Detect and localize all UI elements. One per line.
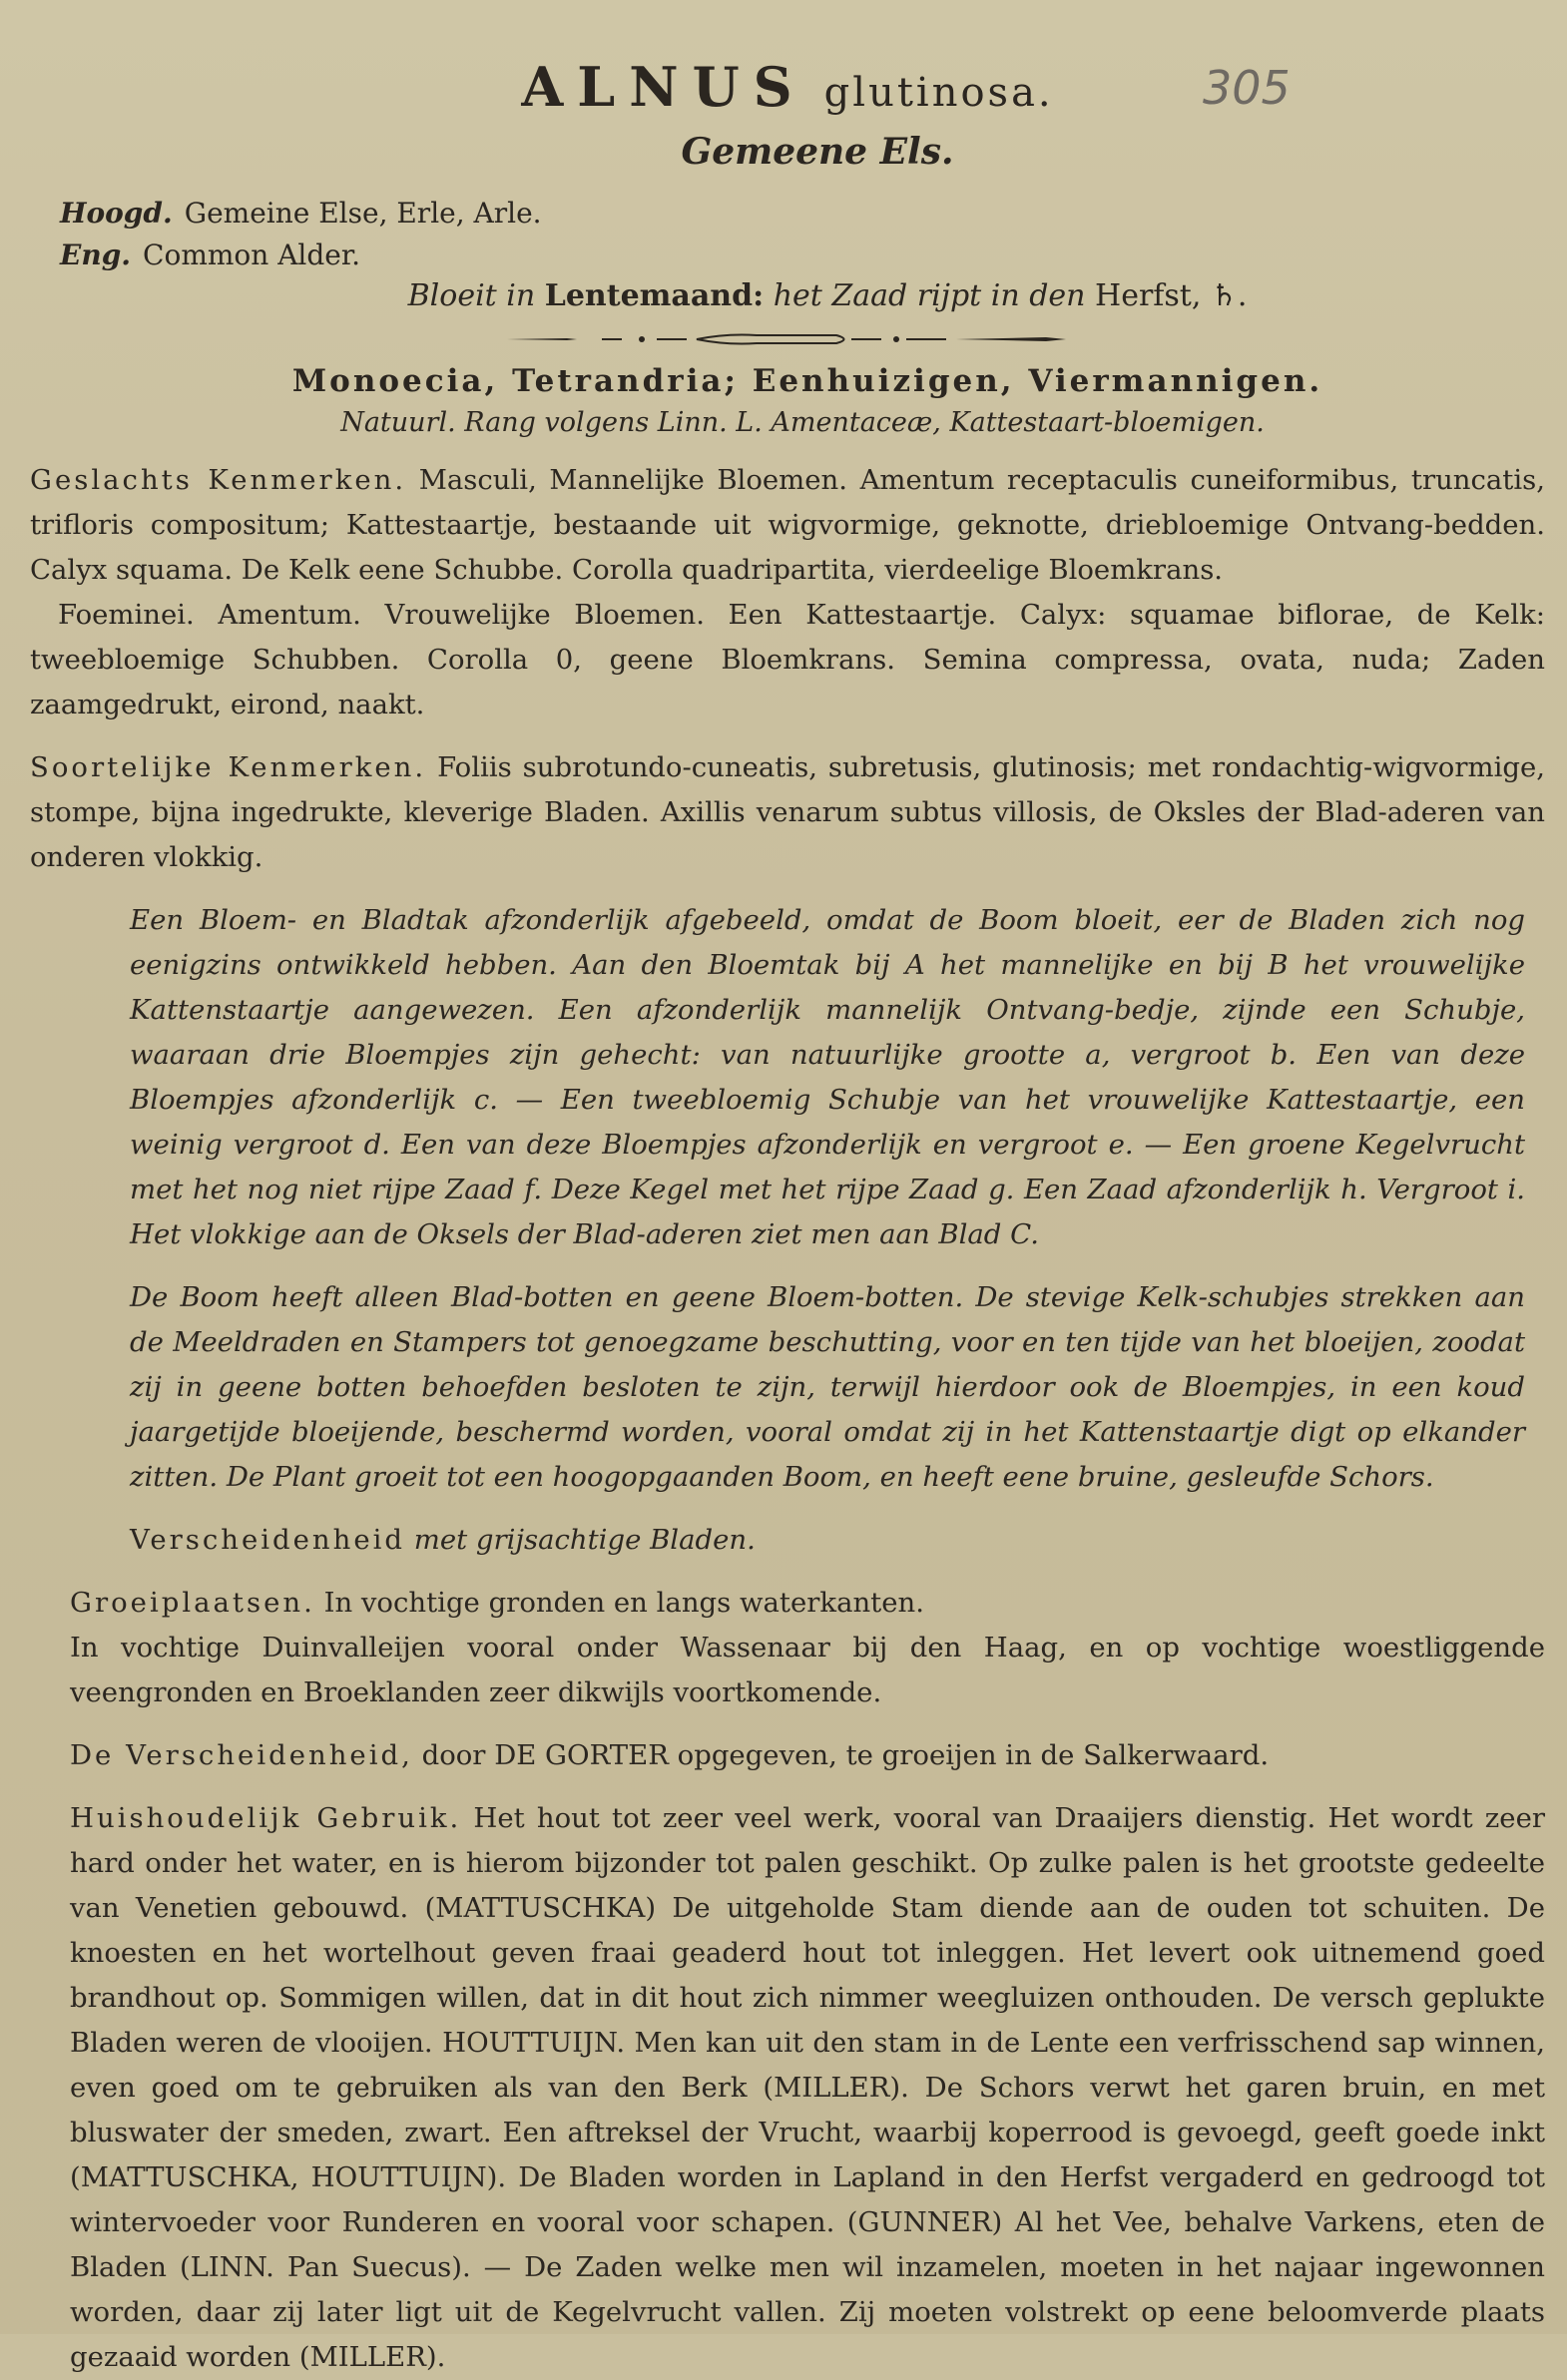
- name-text: Gemeine Else, Erle, Arle.: [184, 197, 542, 230]
- species-heading: Soortelijke Kenmerken.: [30, 751, 427, 783]
- variety2-heading: De Verscheidenheid,: [70, 1739, 413, 1771]
- variety-location: [70, 1733, 1545, 1778]
- habitat-text-2: In vochtige Duinvalleijen vooral onder Wassenaar bij den Haag, en op vochtige woestliggende veengronden en Broeklanden zeer dikwijls voortkomende.: [70, 1632, 1545, 1708]
- description: De Boom heeft alleen Blad-botten en geene Bloem-botten. De stevige Kelk-schubjes strekken aan de Meeldraden en Stampers tot genoegzame beschutting, voor en ten tijde van het bloeijen, zoodat zij in geene botten behoefden besloten te zijn, terwijl hierdoor ook de Bloempjes, in een koud jaargetijde bloeijende, beschermd worden, vooral omdat zij in het Kattenstaartje digt op elkander zitten. De Plant groeit tot een hoogopgaanden Boom, en heeft eene bruine, gesleufde Schors.: [130, 1281, 1525, 1493]
- figure-note-block: [130, 898, 1525, 1500]
- habitat-heading: Groeiplaatsen.: [70, 1587, 315, 1619]
- title-genus: ALNUS: [521, 55, 806, 119]
- catalog-number: 305: [1203, 61, 1291, 115]
- figure-note: Een Bloem- en Bladtak afzonderlijk afgebeeld, omdat de Boom bloeit, eer de Bladen zich nog eenigzins ontwikkeld hebben. Aan den Bloemtak bij A het mannelijke en bij B het vrouwelijke Kattenstaartje aangewezen. Een afzonderlijk mannelijk Ontvang-bedje, zijnde een Schubje, waaraan drie Bloempjes zijn gehecht: van natuurlijke grootte a, vergroot b. Een van deze Bloempjes afzonderlijk c. — Een tweebloemig Schubje van het vrouwelijke Kattestaartje, een weinig vergroot d. Een van deze Bloempjes afzonderlijk en vergroot e. — Een groene Kegelvrucht met het nog niet rijpe Zaad f. Deze Kegel met het rijpe Zaad g. Een Zaad afzonderlijk h. Vergroot i. Het vlokkige aan de Oksels der Blad-aderen ziet men aan Blad C.: [130, 904, 1525, 1250]
- uses-text: Het hout tot zeer veel werk, vooral van Draaijers dienstig. Het wordt zeer hard onder het water, en is hierom bijzonder tot palen geschikt. Op zulke palen is het grootste gedeelte van Venetien gebouwd. (MATTUSCHKA) De uitgeholde Stam diende aan de ouden tot schuiten. De knoesten en het wortelhout geven fraai geaderd hout tot inleggen. Het levert ook uitnemend goed brandhout op. Sommigen willen, dat in dit hout zich nimmer weegluizen onthouden. De versch geplukte Bladen weren de vlooijen. HOUTTUIJN. Men kan uit den stam in de Lente een verfrisschend sap winnen, even goed om te gebruiken als van den Berk (MILLER). De Schors verwt het garen bruin, en met bluswater der smeden, zwart. Een aftreksel der Vrucht, waarbij koperrood is gevoegd, geeft goede inkt (MATTUSCHKA, HOUTTUIJN). De Bladen worden in Lapland in den Herfst vergaderd en gedroogd tot wintervoeder voor Runderen en vooral voor schapen. (GUNNER) Al het Vee, behalve Varkens, eten de Bladen (LINN. Pan Suecus). — De Zaden welke men wil inzamelen, moeten in het najaar ingewonnen worden, daar zij later ligt uit de Kegelvrucht vallen. Zij moeten volstrekt op eene beloomverde plaats gezaaid worden (MILLER).: [70, 1802, 1545, 2373]
- genus-heading: Geslachts Kenmerken.: [30, 464, 407, 496]
- name-label: Hoogd.: [60, 197, 173, 230]
- name-german: [60, 193, 1545, 235]
- household-use: [70, 1796, 1545, 2380]
- genus-characters: [30, 458, 1545, 593]
- bloom-mid: het Zaad rijpt in den: [773, 278, 1086, 313]
- genus-text-1: Masculi, Mannelijke Bloemen. Amentum receptaculis cuneiformibus, truncatis, trifloris compositum; Kattestaartje, bestaande uit wigvormige, geknotte, driebloemige Ontvang-bedden. Calyx squama. De Kelk eene Schubbe. Corolla quadripartita, vierdeelige Bloemkrans.: [30, 464, 1546, 586]
- habitat: [70, 1581, 1545, 1626]
- uses-heading: Huishoudelijk Gebruik.: [70, 1802, 462, 1834]
- species-characters: [30, 745, 1545, 880]
- genus-text-2: Foeminei. Amentum. Vrouwelijke Bloemen. Een Kattestaartje. Calyx: squamae biflorae, de Kelk: tweebloemige Schubben. Corolla 0, geene Bloemkrans. Semina compressa, ovata, nuda; Zaden zaamgedrukt, eirond, naakt.: [30, 599, 1545, 720]
- variety2-text: door DE GORTER opgegeven, te groeijen in de Salkerwaard.: [421, 1739, 1270, 1771]
- order-text: Natuurl. Rang volgens Linn. L. Amentaceæ, Kattestaart-bloemigen.: [340, 407, 1265, 438]
- classification: Monoecia, Tetrandria; Eenhuizigen, Viermannigen.: [291, 363, 1323, 399]
- title: [30, 55, 1545, 125]
- variety-heading: Verscheidenheid: [130, 1524, 406, 1556]
- title-species: glutinosa.: [823, 70, 1054, 116]
- subtitle: Gemeene Els.: [681, 131, 954, 173]
- genus-characters-female: [30, 593, 1545, 727]
- bloom-season: Herfst, ♄.: [1095, 278, 1248, 313]
- bloom-line: [110, 278, 1545, 313]
- habitat-text-1: In vochtige gronden en langs waterkanten.: [323, 1587, 924, 1619]
- species-text: Foliis subrotundo-cuneatis, subretusis, glutinosis; met rondachtig-wigvormige, stompe, bijna ingedrukte, kleverige Bladen. Axillis venarum subtus villosis, de Oksles der Blad-aderen van onderen vlokkig.: [30, 751, 1545, 873]
- name-text: Common Alder.: [143, 238, 361, 271]
- habitat-detail: [70, 1626, 1545, 1715]
- name-english: [60, 235, 1545, 276]
- variety-text: met grijsachtige Bladen.: [413, 1524, 756, 1556]
- common-names: [60, 193, 1545, 276]
- name-label: Eng.: [60, 238, 132, 271]
- bloom-pre: Bloeit in: [407, 278, 536, 313]
- bloom-month: Lentemaand:: [544, 278, 765, 313]
- natural-order: [60, 407, 1545, 438]
- variety: [130, 1518, 1545, 1563]
- ornamental-divider: [507, 331, 1066, 347]
